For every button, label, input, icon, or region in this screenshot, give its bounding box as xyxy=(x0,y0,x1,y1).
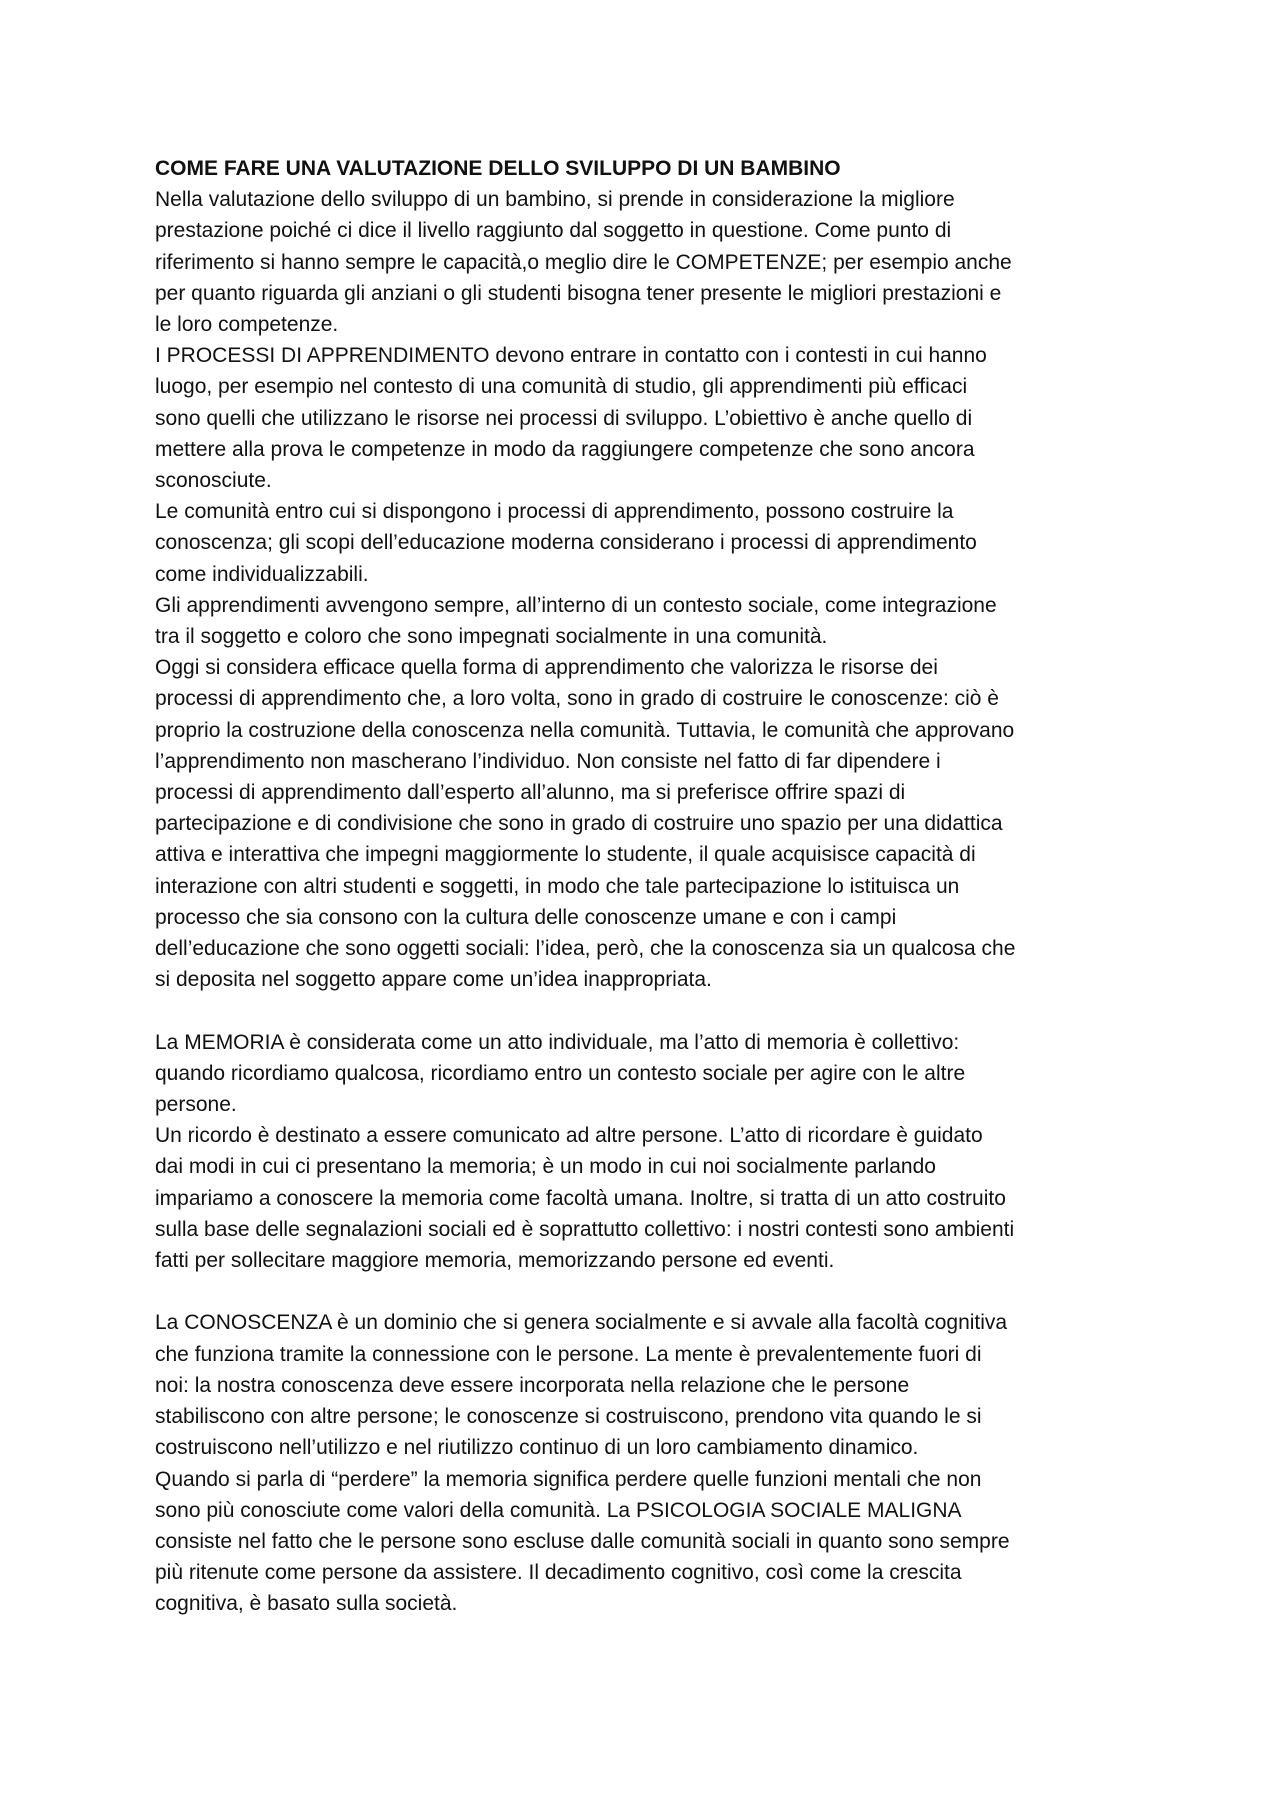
text-line: sono più conosciute come valori della comunità. La PSICOLOGIA SOCIALE MALIGNA xyxy=(155,1498,962,1522)
document-title: COME FARE UNA VALUTAZIONE DELLO SVILUPPO DI UN BAMBINO xyxy=(155,157,841,180)
text-line: consiste nel fatto che le persone sono escluse dalle comunità sociali in quanto sono sempre xyxy=(155,1529,1010,1553)
paragraph-apprendimento-efficace xyxy=(155,652,1140,995)
text-line: si deposita nel soggetto appare come un’idea inappropriata. xyxy=(155,968,712,992)
paragraph-spacer xyxy=(155,995,1140,1026)
text-line: luogo, per esempio nel contesto di una comunità di studio, gli apprendimenti più efficaci xyxy=(155,375,968,399)
text-line: quando ricordiamo qualcosa, ricordiamo entro un contesto sociale per agire con le altre xyxy=(155,1061,966,1085)
paragraph-conoscenza xyxy=(155,1307,1140,1463)
text-line: processi di apprendimento dall’esperto all’alunno, ma si preferisce offrire spazi di xyxy=(155,781,906,805)
text-line: noi: la nostra conoscenza deve essere incorporata nella relazione che le persone xyxy=(155,1373,910,1397)
paragraph-memoria xyxy=(155,1027,1140,1121)
text-line: interazione con altri studenti e soggetti, in modo che tale partecipazione lo istituisca un xyxy=(155,874,960,898)
text-line: più ritenute come persone da assistere. Il decadimento cognitivo, così come la crescita xyxy=(155,1561,962,1585)
paragraph-spacer xyxy=(155,1276,1140,1307)
text-line: partecipazione e di condivisione che sono in grado di costruire uno spazio per una didattica xyxy=(155,812,1003,836)
text-line: conoscenza; gli scopi dell’educazione moderna considerano i processi di apprendimento xyxy=(155,531,977,555)
text-line: prestazione poiché ci dice il livello raggiunto dal soggetto in questione. Come punto di xyxy=(155,219,952,243)
text-line: La MEMORIA è considerata come un atto individuale, ma l’atto di memoria è collettivo: xyxy=(155,1030,960,1054)
text-line: che funziona tramite la connessione con le persone. La mente è prevalentemente fuori di xyxy=(155,1342,982,1366)
text-line: attiva e interattiva che impegni maggiormente lo studente, il quale acquisisce capacità di xyxy=(155,843,976,867)
paragraph-perdere-memoria xyxy=(155,1464,1140,1620)
text-line: come individualizzabili. xyxy=(155,562,369,586)
text-line: proprio la costruzione della conoscenza nella comunità. Tuttavia, le comunità che approvano xyxy=(155,718,1015,742)
text-line: sono quelli che utilizzano le risorse nei processi di sviluppo. L’obiettivo è anche quello di xyxy=(155,406,973,430)
text-line: impariamo a conoscere la memoria come facoltà umana. Inoltre, si tratta di un atto costruito xyxy=(155,1186,1006,1210)
text-line: tra il soggetto e coloro che sono impegnati socialmente in una comunità. xyxy=(155,625,828,649)
text-line: costruiscono nell’utilizzo e nel riutilizzo continuo di un loro cambiamento dinamico. xyxy=(155,1436,919,1460)
text-line: dai modi in cui ci presentano la memoria; è un modo in cui noi socialmente parlando xyxy=(155,1155,936,1179)
text-line: le loro competenze. xyxy=(155,313,339,337)
text-line: I PROCESSI DI APPRENDIMENTO devono entrare in contatto con i contesti in cui hanno xyxy=(155,344,987,368)
text-line: Oggi si considera efficace quella forma di apprendimento che valorizza le risorse dei xyxy=(155,656,938,680)
paragraph-valutazione xyxy=(155,184,1140,340)
text-line: sulla base delle segnalazioni sociali ed è soprattutto collettivo: i nostri contesti sono ambienti xyxy=(155,1217,1015,1241)
text-line: cognitiva, è basato sulla società. xyxy=(155,1592,458,1616)
text-line: Gli apprendimenti avvengono sempre, all’interno di un contesto sociale, come integrazione xyxy=(155,593,997,617)
text-line: La CONOSCENZA è un dominio che si genera socialmente e si avvale alla facoltà cognitiva xyxy=(155,1311,1008,1335)
paragraph-ricordo xyxy=(155,1120,1140,1276)
paragraph-contesto-sociale xyxy=(155,590,1140,652)
text-line: per quanto riguarda gli anziani o gli studenti bisogna tener presente le migliori prestazioni e xyxy=(155,281,1002,305)
text-line: mettere alla prova le competenze in modo da raggiungere competenze che sono ancora xyxy=(155,437,975,461)
text-line: Un ricordo è destinato a essere comunicato ad altre persone. L’atto di ricordare è guidato xyxy=(155,1124,983,1148)
text-line: processi di apprendimento che, a loro volta, sono in grado di costruire le conoscenze: ciò è xyxy=(155,687,999,711)
text-line: dell’educazione che sono oggetti sociali: l’idea, però, che la conoscenza sia un qualcosa che xyxy=(155,937,1016,961)
paragraph-comunita xyxy=(155,496,1140,590)
text-line: Le comunità entro cui si dispongono i processi di apprendimento, possono costruire la xyxy=(155,500,954,524)
text-line: processo che sia consono con la cultura delle conoscenze umane e con i campi xyxy=(155,905,897,929)
text-line: persone. xyxy=(155,1093,237,1117)
document-page xyxy=(155,153,1140,1620)
text-line: sconosciute. xyxy=(155,469,272,493)
text-line: riferimento si hanno sempre le capacità,o meglio dire le COMPETENZE; per esempio anche xyxy=(155,250,1012,274)
text-line: Nella valutazione dello sviluppo di un bambino, si prende in considerazione la migliore xyxy=(155,188,955,212)
text-line: fatti per sollecitare maggiore memoria, memorizzando persone ed eventi. xyxy=(155,1249,835,1273)
text-line: Quando si parla di “perdere” la memoria significa perdere quelle funzioni mentali che non xyxy=(155,1467,982,1491)
text-line: l’apprendimento non mascherano l’individuo. Non consiste nel fatto di far dipendere i xyxy=(155,749,941,773)
paragraph-processi-apprendimento xyxy=(155,340,1140,496)
text-line: stabiliscono con altre persone; le conoscenze si costruiscono, prendono vita quando le si xyxy=(155,1405,982,1429)
